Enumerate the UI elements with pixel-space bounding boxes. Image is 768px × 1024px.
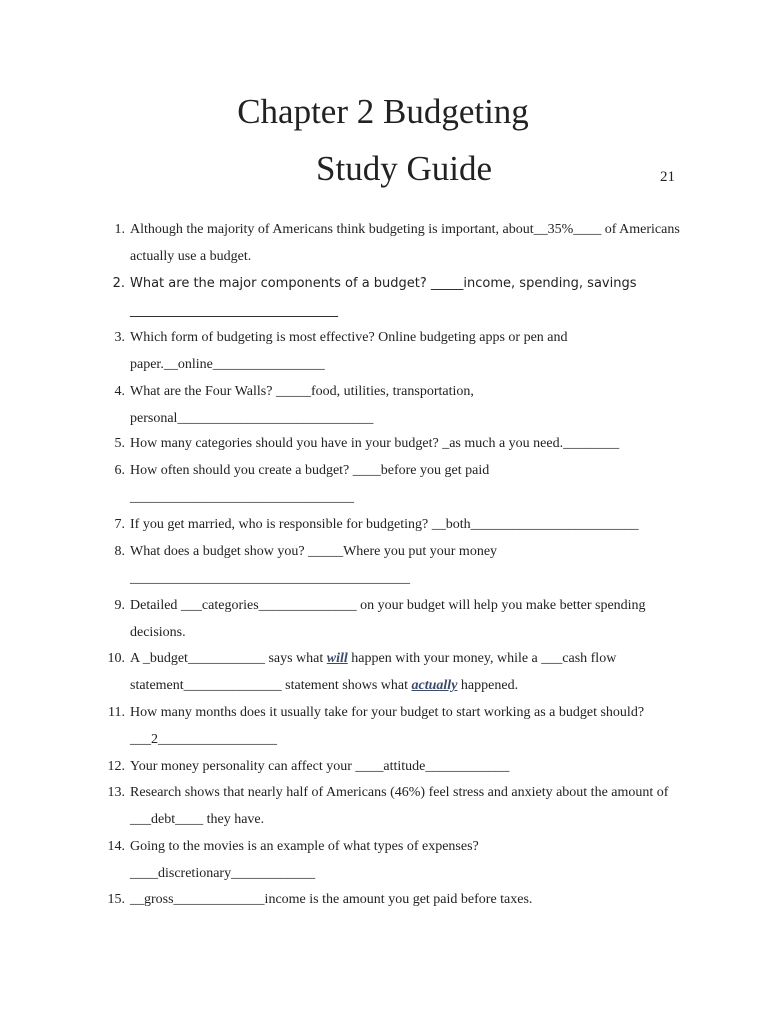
question-text: Going to the movies is an example of what types of expenses? ____discretionary____________ (130, 839, 479, 881)
emphasis-actually: actually (411, 678, 458, 693)
question-text: If you get married, who is responsible for budgeting? __both________________________ (130, 517, 639, 532)
question-text: Research shows that nearly half of Americans (46%) feel stress and anxiety about the amount of ___debt____ they have. (130, 785, 669, 827)
question-14: 14. Going to the movies is an example of what types of expenses? ____discretionary____________ (105, 833, 685, 887)
question-text: __gross_____________income is the amount you get paid before taxes. (130, 892, 533, 907)
page-number: 21 (660, 169, 675, 185)
question-15: 15. __gross_____________income is the amount you get paid before taxes. (105, 886, 685, 913)
question-2: 2. What are the major components of a budget? _____income, spending, savings ________________________________ (105, 270, 685, 324)
title-line-2: Study Guide (316, 149, 492, 188)
emphasis-will: will (326, 651, 348, 666)
question-12: 12. Your money personality can affect your ____attitude____________ (105, 753, 685, 780)
question-text: A _budget___________ says what will happen with your money, while a ___cash flow statement______________ statement shows what actually happened. (130, 651, 617, 693)
question-11: 11. How many months does it usually take for your budget to start working as a budget should? ___2_________________ (105, 699, 685, 753)
answer-line: ________________________________ (130, 303, 338, 318)
question-10: 10. A _budget___________ says what will happen with your money, while a ___cash flow statement______________ statement shows what actually happened. (105, 645, 685, 699)
question-text: What does a budget show you? _____Where you put your money (130, 544, 498, 559)
question-text: How often should you create a budget? ____before you get paid (130, 463, 490, 478)
question-text: Although the majority of Americans think budgeting is important, about__35%____ of Americans actually use a budget. (130, 222, 680, 264)
question-7: 7. If you get married, who is responsible for budgeting? __both________________________ (105, 511, 685, 538)
question-9: 9. Detailed ___categories______________ on your budget will help you make better spending decisions. (105, 592, 685, 646)
title-line-1: Chapter 2 Budgeting (237, 92, 529, 131)
question-text: What are the Four Walls? _____food, utilities, transportation, personal____________________________ (130, 384, 474, 426)
question-3: 3. Which form of budgeting is most effective? Online budgeting apps or pen and paper.__online________________ (105, 324, 685, 378)
answer-line: ________________________________ (130, 490, 354, 505)
question-text: Detailed ___categories______________ on your budget will help you make better spending decisions. (130, 598, 646, 640)
question-text: How many categories should you have in your budget? _as much a you need.________ (130, 436, 620, 451)
question-text: Which form of budgeting is most effective? Online budgeting apps or pen and paper.__online________________ (130, 330, 568, 372)
question-1: 1. Although the majority of Americans think budgeting is important, about__35%____ of Americans actually use a budget. (105, 216, 685, 270)
answer-line: ________________________________________ (130, 571, 410, 586)
question-13: 13. Research shows that nearly half of Americans (46%) feel stress and anxiety about the amount of ___debt____ they have. (105, 779, 685, 833)
question-text: How many months does it usually take for your budget to start working as a budget should? ___2_________________ (130, 705, 645, 747)
question-4: 4. What are the Four Walls? _____food, utilities, transportation, personal____________________________ (105, 378, 685, 432)
question-6: 6. How often should you create a budget? ____before you get paid ________________________________ (105, 457, 685, 511)
question-8: 8. What does a budget show you? _____Where you put your money ________________________________________ (105, 538, 685, 592)
question-text: Your money personality can affect your ____attitude____________ (130, 759, 510, 774)
question-text: What are the major components of a budget? _____income, spending, savings (130, 276, 637, 291)
question-5: 5. How many categories should you have in your budget? _as much a you need.________ (105, 430, 685, 457)
